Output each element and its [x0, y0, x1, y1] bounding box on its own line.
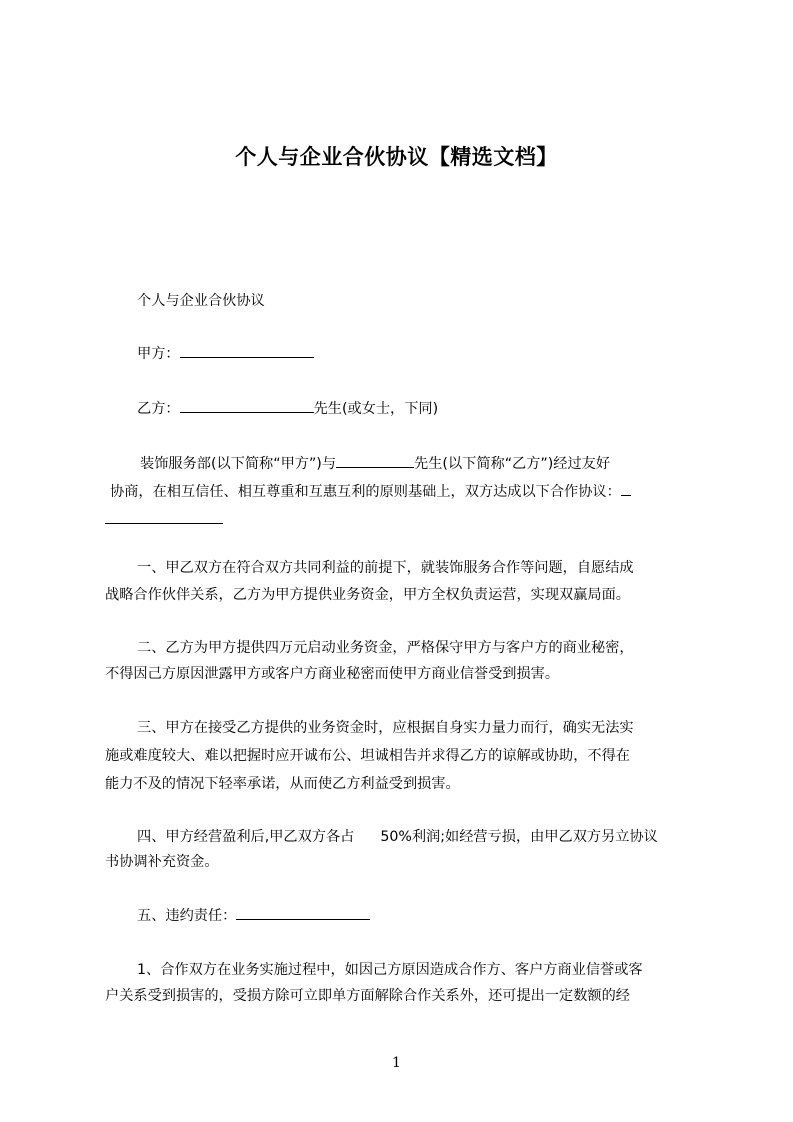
clause-5-blank: [236, 903, 370, 920]
party-b-line: [137, 396, 438, 422]
clause-3-line-2: 施或难度较大、难以把握时应开诚布公、坦诚相告并求得乙方的谅解或协助，不得在: [105, 748, 630, 764]
intro-trailing-blank: [621, 479, 631, 496]
clause-5-label: 五、违约责任：: [137, 908, 237, 924]
intro-continuation-blank: [105, 507, 223, 524]
clause-4-line-1: [137, 824, 658, 850]
item-1-line-2: 户关系受到损害的，受损方除可立即单方面解除合作关系外，还可提出一定数额的经: [105, 988, 630, 1004]
party-a-blank: [180, 341, 314, 358]
clause-4-text-a: 四、甲方经营盈利后,甲乙双方各占: [137, 829, 355, 845]
clause-3-line-1: 三、甲方在接受乙方提供的业务资金时，应根据自身实力量力而行，确实无法实: [137, 720, 634, 736]
intro-text-2: 先生(以下简称“乙方”)经过友好: [414, 456, 611, 472]
clause-1-line-1: 一、甲乙双方在符合双方共同利益的前提下，就装饰服务合作等问题，自愿结成: [137, 560, 634, 576]
intro-line-3: [105, 507, 223, 533]
intro-line-2: [110, 479, 631, 505]
clause-2-line-2: 不得因己方原因泄露甲方或客户方商业秘密而使甲方商业信誉受到损害。: [105, 666, 560, 682]
intro-text-1: 装饰服务部(以下简称“甲方”)与: [140, 456, 337, 472]
intro-text-3: 协商，在相互信任、相互尊重和互惠互利的原则基础上，双方达成以下合作协议：: [110, 484, 621, 500]
clause-3-line-3: 能力不及的情况下轻率承诺，从而使乙方利益受到损害。: [105, 776, 460, 792]
item-1-line-1: 1、合作双方在业务实施过程中，如因己方原因造成合作方、客户方商业信誉或客: [137, 962, 643, 978]
party-b-blank: [180, 396, 314, 413]
intro-line-1: [140, 451, 610, 477]
page-number: 1: [392, 1055, 401, 1071]
intro-name-blank: [336, 451, 414, 468]
party-a-label: 甲方：: [137, 346, 180, 362]
clause-1-line-2: 战略合作伙伴关系，乙方为甲方提供业务资金，甲方全权负责运营，实现双赢局面。: [105, 587, 630, 603]
clause-2-line-1: 二、乙方为甲方提供四万元启动业务资金，严格保守甲方与客户方的商业秘密，: [137, 640, 634, 656]
party-b-suffix: 先生(或女士，下同): [313, 401, 439, 417]
clause-5-line: [137, 903, 370, 929]
party-b-label: 乙方：: [137, 401, 180, 417]
agreement-subtitle: 个人与企业合伙协议: [137, 293, 265, 309]
clause-4-line-2: 书协调补充资金。: [105, 854, 219, 870]
document-title: 个人与企业合伙协议【精选文档】: [235, 145, 558, 169]
party-a-line: [137, 341, 314, 367]
clause-4-text-b: 50%利润;如经营亏损，由甲乙双方另立协议: [380, 829, 658, 845]
